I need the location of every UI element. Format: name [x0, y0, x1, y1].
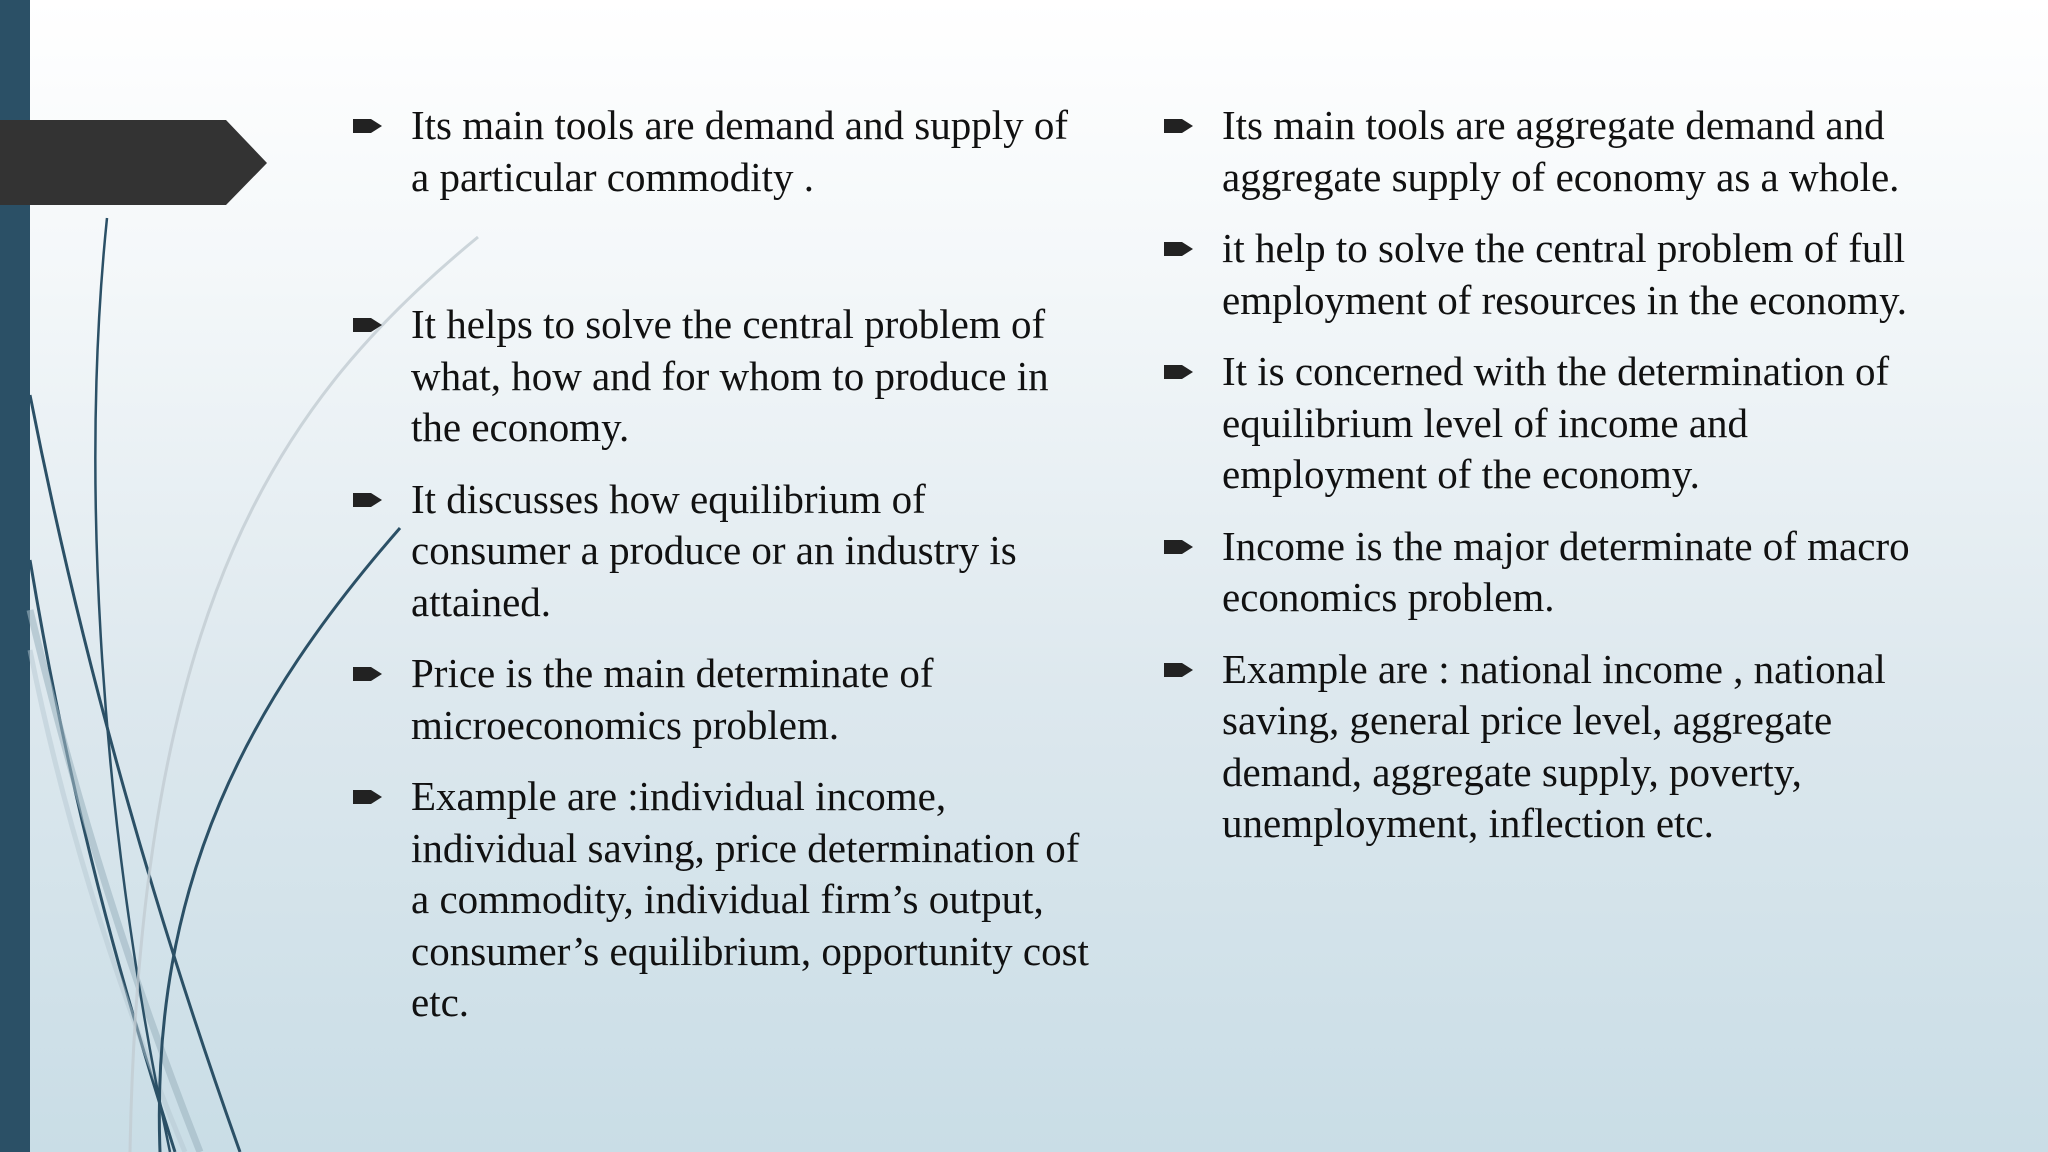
bullet-text: Income is the major determinate of macro economics problem. [1222, 522, 1910, 620]
bullet-text: Price is the main determinate of microeconomics problem. [411, 650, 934, 748]
bullet-text: It helps to solve the central problem of what, how and for whom to produce in the economy. [411, 301, 1049, 450]
list-item [1164, 346, 1944, 501]
arrow-bullet-icon [353, 665, 383, 683]
bullet-text: Example are : national income , national saving, general price level, aggregate demand, aggregate supply, poverty, unemployment, inflection etc. [1222, 645, 1886, 846]
bullet-text: Its main tools are aggregate demand and aggregate supply of economy as a whole. [1222, 102, 1900, 200]
arrow-bullet-icon [1164, 538, 1194, 556]
microeconomics-list [353, 100, 1093, 1029]
arrow-bullet-icon [1164, 661, 1194, 679]
arrow-bullet-icon [1164, 363, 1194, 381]
list-item [353, 648, 1093, 751]
accent-bar [0, 0, 30, 1152]
arrow-bullet-icon [353, 491, 383, 509]
arrow-tab-shape [0, 120, 267, 205]
macroeconomics-list [1164, 100, 1944, 850]
list-item [1164, 223, 1944, 326]
arrow-bullet-icon [1164, 240, 1194, 258]
list-item [1164, 100, 1944, 203]
bullet-text: It discusses how equilibrium of consumer a produce or an industry is attained. [411, 475, 1017, 625]
list-item [1164, 644, 1944, 850]
bullet-text: Example are :individual income, individual saving, price determination of a commodity, individual firm’s output, consumer’s equilibrium, opportunity cost etc. [411, 773, 1089, 1025]
arrow-bullet-icon [1164, 117, 1194, 135]
arrow-bullet-icon [353, 788, 383, 806]
bullet-text: it help to solve the central problem of full employment of resources in the economy. [1222, 225, 1908, 323]
list-item [1164, 521, 1944, 624]
bullet-text: It is concerned with the determination of equilibrium level of income and employment of the economy. [1222, 348, 1890, 497]
arrow-bullet-icon [353, 316, 383, 334]
list-item [353, 100, 1093, 203]
list-item [353, 474, 1093, 629]
list-item [353, 299, 1093, 454]
arrow-bullet-icon [353, 117, 383, 135]
list-item [353, 771, 1093, 1029]
bullet-text: Its main tools are demand and supply of a particular commodity . [411, 102, 1069, 200]
